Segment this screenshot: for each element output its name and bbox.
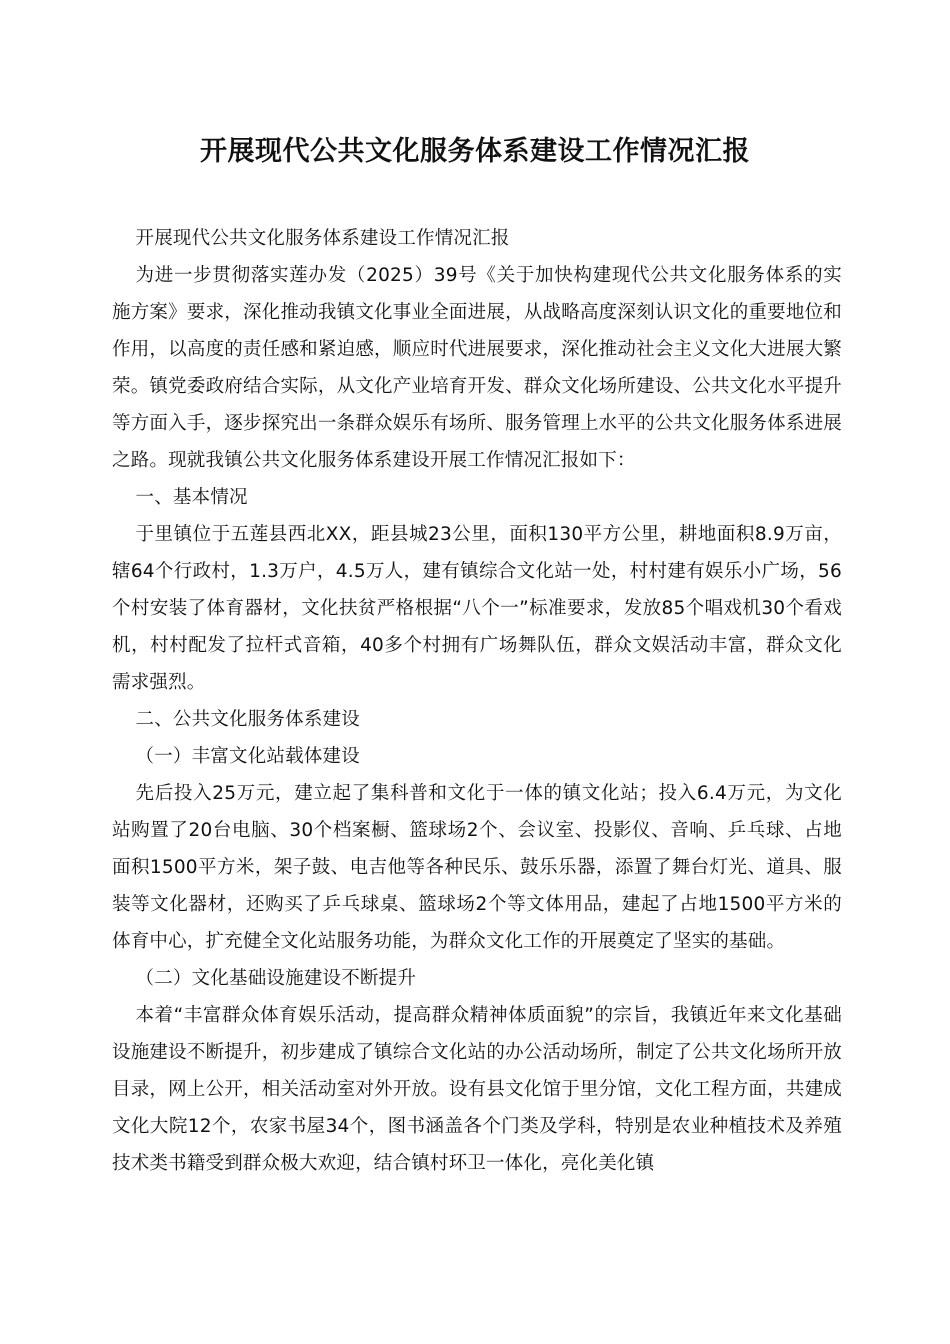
paragraph-infrastructure: 本着“丰富群众体育娱乐活动，提高群众精神体质面貌”的宗旨，我镇近年来文化基础设施建设不断提升，初步建成了镇综合文化站的办公活动场所，制定了公共文化场所开放目录，网上公开，相关活动室对外开放。设有县文化馆于里分馆，文化工程方面，共建成文化大院12个，农家书屋34个，图书涵盖各个门类及学科，特别是农业种植技术及养殖技术类书籍受到群众极大欢迎，结合镇村环卫一体化，亮化美化镇 xyxy=(112,1005,842,1174)
subsection-heading-culture-station: （一）丰富文化站载体建设 xyxy=(135,746,360,767)
paragraph-culture-station: 先后投入25万元，建立起了集科普和文化于一体的镇文化站；投入6.4万元，为文化站购置了20台电脑、30个档案橱、篮球场2个、会议室、投影仪、音响、乒乓球、占地面积1500平方米，架子鼓、电吉他等各种民乐、鼓乐乐器，添置了舞台灯光、道具、服装等文化器材，还购买了乒乓球桌、篮球场2个等文体用品，建起了占地1500平方米的体育中心，扩充健全文化站服务功能，为群众文化工作的开展奠定了坚实的基础。 xyxy=(112,783,842,952)
document-title: 开展现代公共文化服务体系建设工作情况汇报 xyxy=(200,136,750,167)
section-heading-service-system: 二、公共文化服务体系建设 xyxy=(135,709,360,730)
section-heading-basic-situation: 一、基本情况 xyxy=(135,487,248,508)
document-body xyxy=(112,220,842,1182)
subsection-heading-infrastructure: （二）文化基础设施建设不断提升 xyxy=(135,968,417,989)
paragraph-repeat-title: 开展现代公共文化服务体系建设工作情况汇报 xyxy=(135,228,510,249)
paragraph-intro: 为进一步贯彻落实莲办发（2025）39号《关于加快构建现代公共文化服务体系的实施方案》要求，深化推动我镇文化事业全面进展，从战略高度深刻认识文化的重要地位和作用，以高度的责任感和紧迫感，顺应时代进展要求，深化推动社会主义文化大进展大繁荣。镇党委政府结合实际，从文化产业培育开发、群众文化场所建设、公共文化水平提升等方面入手，逐步探究出一条群众娱乐有场所、服务管理上水平的公共文化服务体系进展之路。现就我镇公共文化服务体系建设开展工作情况汇报如下： xyxy=(112,265,842,471)
paragraph-basic-situation: 于里镇位于五莲县西北XX，距县城23公里，面积130平方公里，耕地面积8.9万亩，辖64个行政村，1.3万户，4.5万人，建有镇综合文化站一处，村村建有娱乐小广场，56个村安装了体育器材，文化扶贫严格根据“八个一”标准要求，发放85个唱戏机30个看戏机，村村配发了拉杆式音箱，40多个村拥有广场舞队伍，群众文娱活动丰富，群众文化需求强烈。 xyxy=(112,524,842,693)
